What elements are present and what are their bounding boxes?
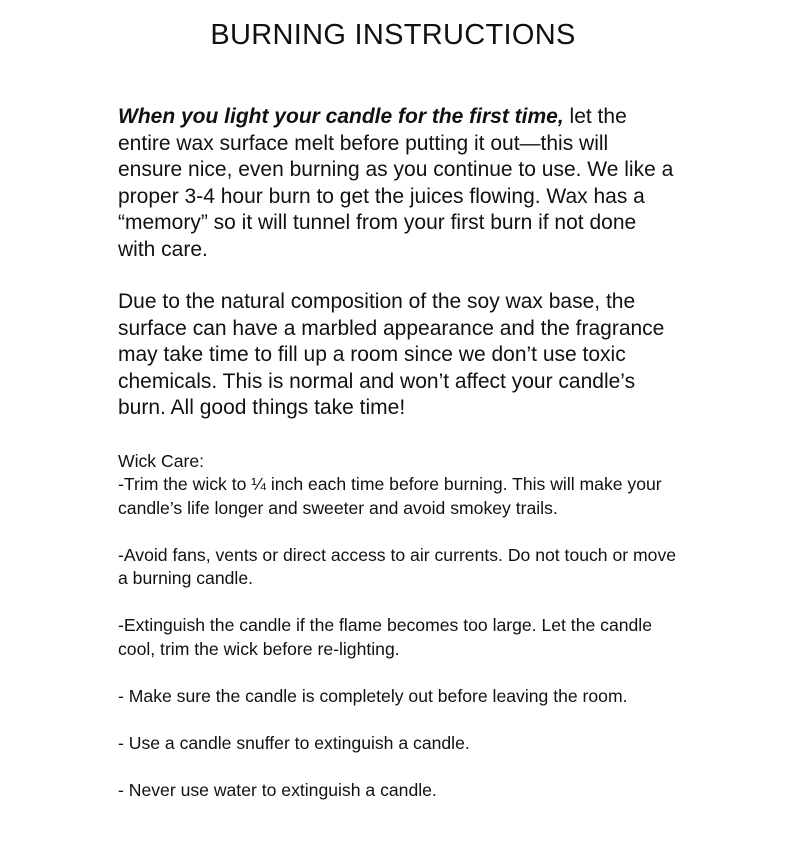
instructions-body — [118, 104, 678, 802]
page-title: BURNING INSTRUCTIONS — [210, 19, 576, 51]
wick-care-item: -Avoid fans, vents or direct access to air currents. Do not touch or move a burning candle. — [118, 544, 677, 588]
wick-care-item: -Extinguish the candle if the flame becomes too large. Let the candle cool, trim the wick before re-lighting. — [118, 615, 652, 659]
wick-care-item: - Make sure the candle is completely out before leaving the room. — [118, 685, 628, 706]
wick-care-heading: Wick Care: — [118, 450, 205, 471]
first-burn-lead: When you light your candle for the first time, — [118, 105, 564, 128]
first-burn-paragraph — [118, 104, 678, 263]
wick-care-section — [118, 450, 678, 803]
wick-care-item: -Trim the wick to ¼ inch each time before burning. This will make your candle’s life longer and sweeter and avoid smokey trails. — [118, 474, 662, 518]
wick-care-item: - Never use water to extinguish a candle. — [118, 779, 437, 800]
first-burn-text: let the entire wax surface melt before putting it out—this will ensure nice, even burning as you continue to use. We like a proper 3-4 hour burn to get the juices flowing. Wax has a “memory” so it will tunnel from your first burn if not done with care. — [118, 105, 674, 261]
soy-wax-paragraph: Due to the natural composition of the soy wax base, the surface can have a marbled appearance and the fragrance may take time to fill up a room since we don’t use toxic chemicals. This is normal and won’t affect your candle’s burn. All good things take time! — [118, 290, 665, 419]
wick-care-item: - Use a candle snuffer to extinguish a candle. — [118, 732, 470, 753]
